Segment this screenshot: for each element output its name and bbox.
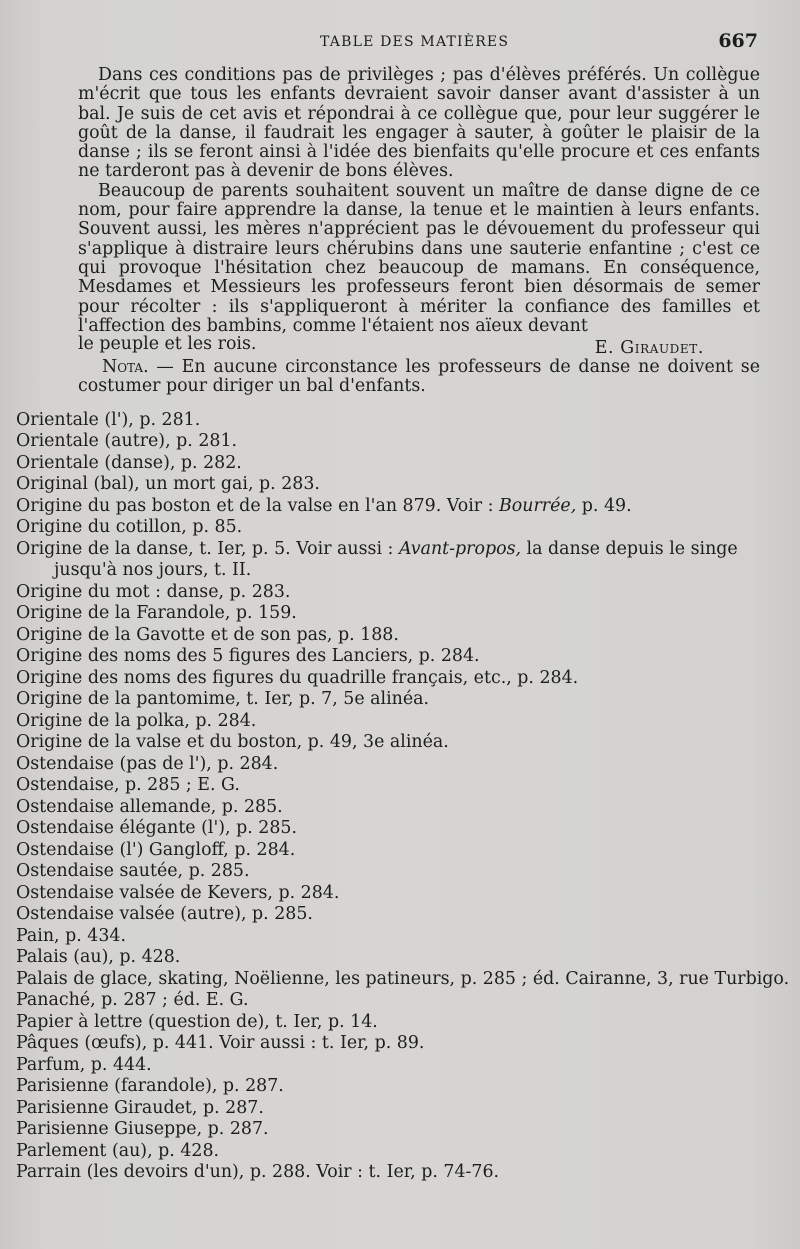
index-entry-text: Original (bal), un mort gai, p. 283. (16, 474, 320, 495)
paragraph-2: Beaucoup de parents souhaitent souvent un maître de danse digne de ce nom, pour faire apprendre la danse, la tenue et le maintien à leurs enfants. Souvent aussi, les mères n'apprécient pas le dévouement du professeur qui s'applique à distraire leurs chérubins dans une sauterie enfantine ; c'est ce qui provoque l'hésitation chez beaucoup de mamans. En conséquence, Mesdames et Messieurs les professeurs feront bien désormais de semer pour récolter : ils s'appliqueront à mériter la confiance des familles et l'affection des bambins, comme l'étaient nos aïeux devant (78, 180, 760, 336)
index-entry-text: Parisienne Giraudet, p. 287. (16, 1097, 264, 1118)
page-header (0, 32, 800, 56)
index-entry (8, 689, 800, 711)
index-entry (8, 582, 800, 604)
author-signature: E. Giraudet. (594, 338, 704, 359)
index-entry (8, 990, 800, 1012)
index-entry (8, 754, 800, 776)
nota-paragraph (78, 358, 760, 397)
index-entry-text: Ostendaise (l') Gangloff, p. 284. (16, 839, 296, 860)
index-entry-text: Origine de la Farandole, p. 159. (16, 603, 297, 624)
index-entry-text: Orientale (danse), p. 282. (16, 452, 242, 473)
index-entry (8, 625, 800, 647)
index-entry (8, 775, 800, 797)
index-entry-text: Parfum, p. 444. (16, 1054, 152, 1075)
index-entry (8, 969, 800, 991)
index-entry (8, 1055, 800, 1077)
page-body (16, 65, 790, 1184)
index-entry (8, 603, 800, 625)
index-entry-text: Origine du cotillon, p. 85. (16, 517, 243, 538)
index-entry-text: Origine du mot : danse, p. 283. (16, 581, 291, 602)
closing-line (78, 334, 760, 359)
index-entry-text: Origine de la polka, p. 284. (16, 710, 257, 731)
index-entry (8, 1076, 800, 1098)
running-title: TABLE DES MATIÈRES (320, 34, 510, 50)
index-entry-text: Ostendaise valsée (autre), p. 285. (16, 904, 313, 925)
index-entry-text: Origine des noms des figures du quadrille français, etc., p. 284. (16, 667, 579, 688)
index-entry (8, 904, 800, 926)
index-entry-text: Parrain (les devoirs d'un), p. 288. Voir : t. Ier, p. 74-76. (16, 1162, 500, 1183)
index-entry-text: Papier à lettre (question de), t. Ier, p. 14. (16, 1011, 378, 1032)
index-entry-text: Parisienne (farandole), p. 287. (16, 1076, 284, 1097)
index-entry-text: Ostendaise allemande, p. 285. (16, 796, 283, 817)
index-entry-text: Origine de la pantomime, t. Ier, p. 7, 5e alinéa. (16, 689, 430, 710)
index-entry-text: Origine de la danse, t. Ier, p. 5. Voir aussi : (16, 538, 399, 559)
index-entry (8, 1119, 800, 1141)
index-entry (8, 1012, 800, 1034)
index-entry (8, 646, 800, 668)
index-entry-text: Origine de la Gavotte et de son pas, p. 188. (16, 624, 399, 645)
index-entry (8, 1033, 800, 1055)
index-entry-italic: Avant-propos, (398, 538, 522, 559)
index-entry-text: Origine de la valse et du boston, p. 49, 3e alinéa. (16, 732, 449, 753)
paragraph-1: Dans ces conditions pas de privilèges ; pas d'élèves préférés. Un collègue m'écrit que tous les enfants devraient savoir danser avant d'assister à un bal. Je suis de cet avis et répondrai à ce collègue que, pour leur suggérer le goût de la danse, il faudrait les engager à sauter, à goûter le plaisir de la danse ; ils se feront ainsi à l'idée des bienfaits qu'elle procure et ces enfants ne tarderont pas à devenir de bons élèves. (78, 65, 760, 182)
index-entry-text: Pain, p. 434. (16, 925, 127, 946)
nota-text: — En aucune circonstance les professeurs de danse ne doivent se costumer pour diriger un bal d'enfants. (78, 357, 760, 397)
index-entry (8, 797, 800, 819)
index-entry (8, 431, 800, 453)
index-entry (8, 840, 800, 862)
index-entry-continuation: p. 49. (576, 495, 632, 516)
page-number: 667 (718, 30, 758, 52)
index-entry-text: Ostendaise élégante (l'), p. 285. (16, 818, 298, 839)
index-entry-text: Pâques (œufs), p. 441. Voir aussi : t. Ier, p. 89. (16, 1033, 425, 1054)
index-entry-text: Ostendaise valsée de Kevers, p. 284. (16, 882, 340, 903)
index-entry (8, 474, 800, 496)
index-entry-text: Panaché, p. 287 ; éd. E. G. (16, 990, 249, 1011)
index-entry (8, 453, 800, 475)
index-entry-continuation: la danse depuis le singe jusqu'à nos jours, t. II. (54, 538, 738, 581)
index-entry-list (16, 409, 790, 1184)
index-entry (8, 539, 800, 582)
index-entry-text: Parisienne Giuseppe, p. 287. (16, 1119, 269, 1140)
index-entry (8, 1098, 800, 1120)
index-entry-text: Palais (au), p. 428. (16, 947, 181, 968)
index-entry-text: Parlement (au), p. 428. (16, 1140, 220, 1161)
index-entry (8, 410, 800, 432)
index-entry (8, 861, 800, 883)
index-entry (8, 818, 800, 840)
index-entry (8, 926, 800, 948)
index-entry (8, 517, 800, 539)
nota-label: Nota. (102, 357, 149, 378)
index-entry-text: Palais de glace, skating, Noëlienne, les patineurs, p. 285 ; éd. Cairanne, 3, rue Turbigo. (16, 968, 790, 989)
index-entry (8, 732, 800, 754)
index-entry-italic: Bourrée, (499, 495, 577, 516)
index-entry-text: Orientale (l'), p. 281. (16, 409, 201, 430)
index-entry (8, 1162, 800, 1184)
index-entry (8, 711, 800, 733)
index-entry (8, 947, 800, 969)
index-entry-text: Origine des noms des 5 figures des Lanciers, p. 284. (16, 646, 480, 667)
index-entry-text: Ostendaise sautée, p. 285. (16, 861, 250, 882)
index-entry (8, 668, 800, 690)
index-entry (8, 883, 800, 905)
index-entry (8, 1141, 800, 1163)
index-entry-text: Origine du pas boston et de la valse en l'an 879. Voir : (16, 495, 500, 516)
index-entry (8, 496, 800, 518)
index-entry-text: Ostendaise (pas de l'), p. 284. (16, 753, 279, 774)
paragraph-2-last-line: le peuple et les rois. (78, 334, 257, 355)
index-entry-text: Ostendaise, p. 285 ; E. G. (16, 775, 240, 796)
index-entry-text: Orientale (autre), p. 281. (16, 431, 238, 452)
